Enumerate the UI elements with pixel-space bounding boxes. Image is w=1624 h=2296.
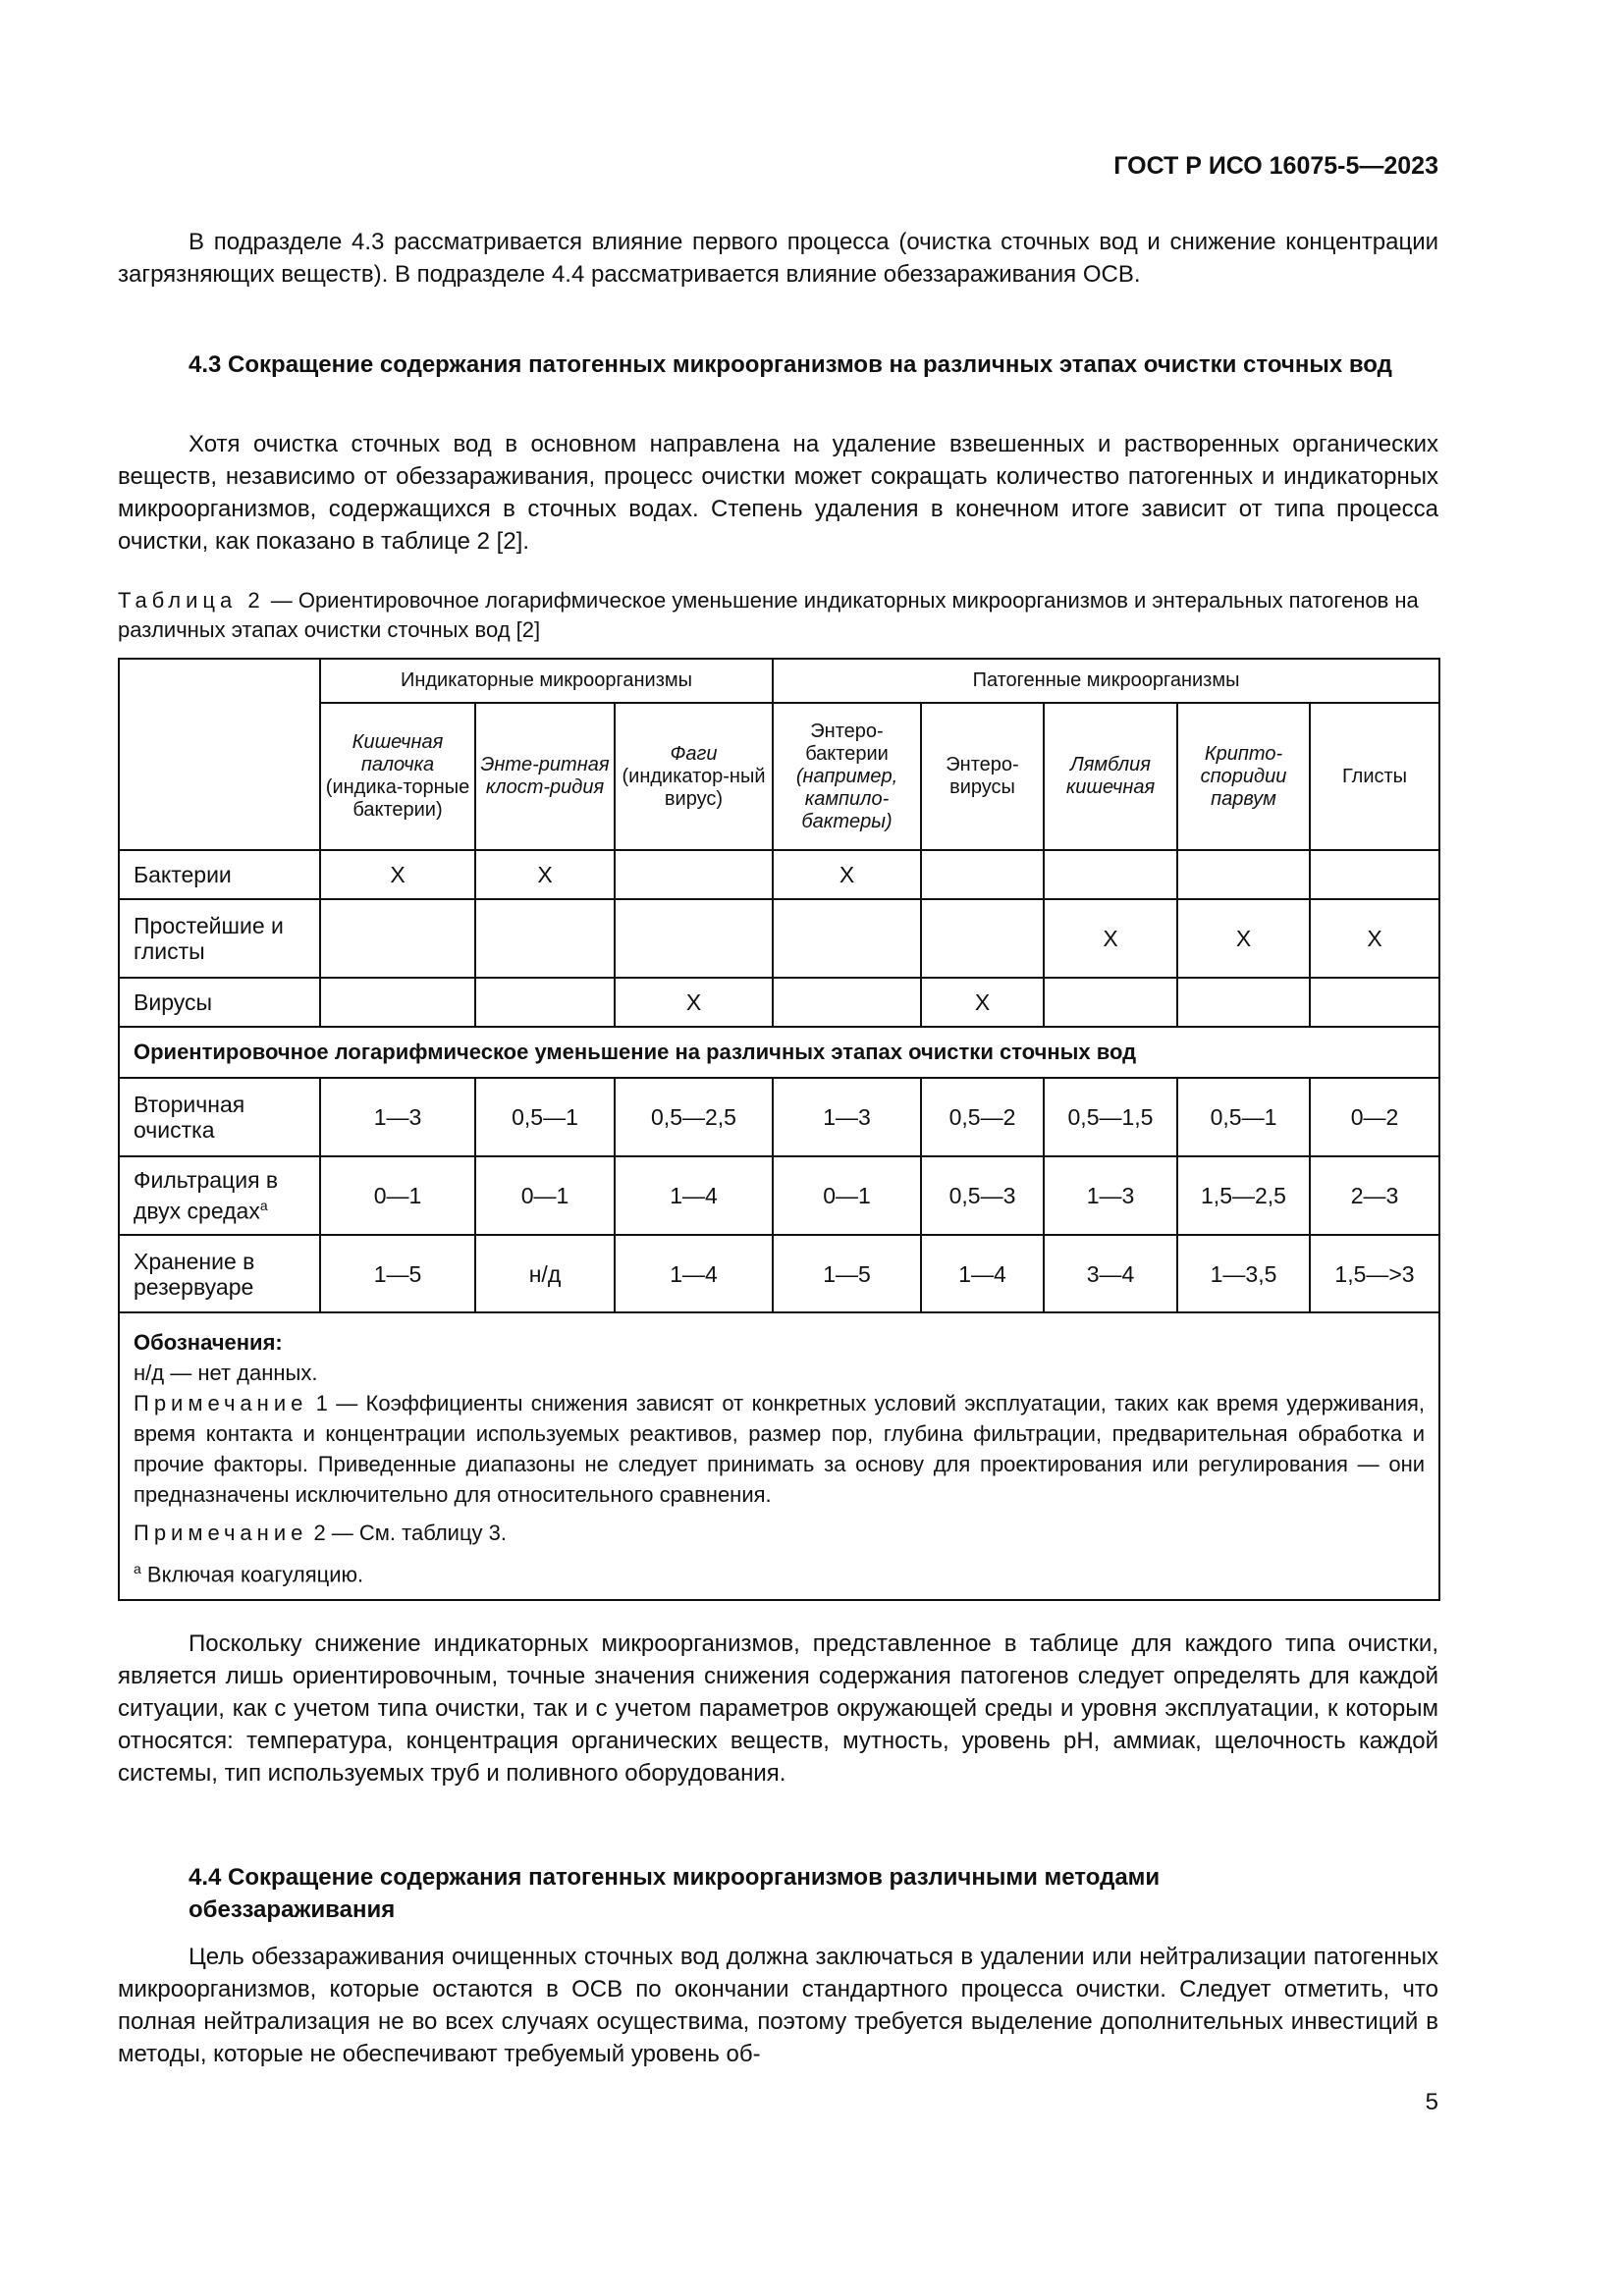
table-cell: 0,5—2,5 bbox=[615, 1078, 773, 1156]
section-row: Ориентировочное логарифмическое уменьшение на различных этапах очистки сточных вод bbox=[119, 1027, 1439, 1078]
table-cell: X bbox=[773, 850, 921, 899]
table-row bbox=[119, 1078, 1439, 1156]
table-cell bbox=[475, 978, 615, 1027]
footnote: $^а$ Включая коагуляцию. bbox=[134, 1561, 364, 1587]
table-cell bbox=[1044, 978, 1177, 1027]
row-label: Вирусы bbox=[119, 978, 320, 1027]
table-cell: 1—4 bbox=[615, 1156, 773, 1235]
notes-title: Обозначения: bbox=[134, 1330, 283, 1355]
table-cell: 1—3 bbox=[320, 1078, 475, 1156]
table-cell: 0,5—1 bbox=[475, 1078, 615, 1156]
table-cell bbox=[320, 978, 475, 1027]
table-cell: X bbox=[1310, 899, 1439, 978]
table-cell: 0—1 bbox=[475, 1156, 615, 1235]
table-cell bbox=[921, 899, 1044, 978]
table-cell bbox=[773, 899, 921, 978]
table-cell bbox=[1044, 850, 1177, 899]
document-header: ГОСТ Р ИСО 16075-5—2023 bbox=[1113, 152, 1438, 180]
row-label: Бактерии bbox=[119, 850, 320, 899]
section-4-4-text: Цель обеззараживания очищенных сточных вод должна заключаться в удалении или нейтрализации патогенных микроорганизмов, которые остаются в ОСВ по окончании стандартного процесса очистки. Следует отметить, что полная нейтрализация не во всех случаях осуществима, поэтому требуется выделение дополнительных инвестиций в методы, которые не обеспечивают требуемый уровень об- bbox=[118, 1944, 1438, 2067]
table-cell: 1,5—>3 bbox=[1310, 1235, 1439, 1312]
table-cell bbox=[773, 978, 921, 1027]
col-header: Энтеро-бактерии (например, кампило-бактеры) bbox=[773, 703, 921, 850]
table-cell bbox=[475, 899, 615, 978]
section-4-4-title: 4.4 Сокращение содержания патогенных микроорганизмов различными методами обеззараживания bbox=[189, 1864, 1161, 1923]
table-cell: 3—4 bbox=[1044, 1235, 1177, 1312]
table-cell: 0,5—1,5 bbox=[1044, 1078, 1177, 1156]
table-cell: 1—5 bbox=[320, 1235, 475, 1312]
table-cell bbox=[1177, 850, 1310, 899]
table-cell: X bbox=[921, 978, 1044, 1027]
table-row bbox=[119, 1235, 1439, 1312]
note-1: Примечание 1 — Коэффициенты снижения зависят от конкретных условий эксплуатации, таких как время удерживания, время контакта и концентрации используемых реактивов, размер пор, глубина фильтрации, предварительная обработка и прочие факторы. Приведенные диапазоны не следует принимать за основу для проектирования или регулирования — они предназначены исключительно для относительного сравнения. bbox=[134, 1391, 1426, 1507]
group-header-indicator: Индикаторные микроорганизмы bbox=[320, 659, 773, 703]
after-table-paragraph: Поскольку снижение индикаторных микроорганизмов, представленное в таблице для каждого типа очистки, является лишь ориентировочным, точные значения снижения содержания патогенов следует определять для каждой ситуации, как с учетом типа очистки, так и с учетом параметров окружающей среды и уровня эксплуатации, к которым относятся: температура, концентрация органических веществ, мутность, уровень pH, аммиак, щелочность каждой системы, тип используемых труб и поливного оборудования. bbox=[118, 1630, 1438, 1787]
abbreviation: н/д — нет данных. bbox=[134, 1361, 318, 1385]
col-header: Энте-ритная клост-ридия bbox=[475, 703, 615, 850]
table-notes bbox=[119, 1312, 1439, 1600]
table-cell: 1—3,5 bbox=[1177, 1235, 1310, 1312]
table-cell: 0—2 bbox=[1310, 1078, 1439, 1156]
table-cell bbox=[1310, 978, 1439, 1027]
table-cell bbox=[615, 850, 773, 899]
table-cell: 1—3 bbox=[773, 1078, 921, 1156]
col-header: Кишечная палочка (индика-торные бактерии) bbox=[320, 703, 475, 850]
row-label: Вторичная очистка bbox=[119, 1078, 320, 1156]
table-cell bbox=[615, 899, 773, 978]
intro-paragraph: В подразделе 4.3 рассматривается влияние первого процесса (очистка сточных вод и снижение концентрации загрязняющих веществ). В подразделе 4.4 рассматривается влияние обеззараживания ОСВ. bbox=[118, 229, 1438, 288]
table-row bbox=[119, 850, 1439, 899]
table-cell: X bbox=[475, 850, 615, 899]
table-cell: 1—4 bbox=[921, 1235, 1044, 1312]
row-label: Простейшие и глисты bbox=[119, 899, 320, 978]
table-cell: 0—1 bbox=[773, 1156, 921, 1235]
table-cell: 1—4 bbox=[615, 1235, 773, 1312]
table-row bbox=[119, 978, 1439, 1027]
table-cell: 0—1 bbox=[320, 1156, 475, 1235]
note-2: Примечание 2 — См. таблицу 3. bbox=[134, 1521, 508, 1545]
group-header-pathogen: Патогенные микроорганизмы bbox=[773, 659, 1439, 703]
table-caption-text: — Ориентировочное логарифмическое уменьшение индикаторных микроорганизмов и энтеральных патогенов на различных этапах очистки сточных вод [2] bbox=[118, 588, 1419, 642]
table-caption bbox=[118, 586, 1438, 645]
table-cell bbox=[1177, 978, 1310, 1027]
table-cell bbox=[921, 850, 1044, 899]
page-number: 5 bbox=[1425, 2089, 1438, 2115]
col-header: Лямблия кишечная bbox=[1044, 703, 1177, 850]
table-cell bbox=[320, 899, 475, 978]
table-cell: н/д bbox=[475, 1235, 615, 1312]
table-cell bbox=[1310, 850, 1439, 899]
row-label: Хранение в резервуаре bbox=[119, 1235, 320, 1312]
col-header: Энтеро-вирусы bbox=[921, 703, 1044, 850]
section-4-3-text: Хотя очистка сточных вод в основном направлена на удаление взвешенных и растворенных органических веществ, независимо от обеззараживания, процесс очистки может сокращать количество патогенных и индикаторных микроорганизмов, содержащихся в сточных водах. Степень удаления в конечном итоге зависит от типа процесса очистки, как показано в таблице 2 [2]. bbox=[118, 431, 1438, 555]
section-4-3-title: 4.3 Сокращение содержания патогенных микроорганизмов на различных этапах очистки сточных вод bbox=[189, 351, 1392, 378]
table-cell: X bbox=[1177, 899, 1310, 978]
table-cell: 0,5—1 bbox=[1177, 1078, 1310, 1156]
corner-cell bbox=[119, 659, 320, 850]
table-cell: 1—3 bbox=[1044, 1156, 1177, 1235]
table-2 bbox=[118, 658, 1440, 1601]
table-cell: 2—3 bbox=[1310, 1156, 1439, 1235]
table-cell: X bbox=[320, 850, 475, 899]
table-cell: 0,5—2 bbox=[921, 1078, 1044, 1156]
table-cell: 1,5—2,5 bbox=[1177, 1156, 1310, 1235]
table-cell: 0,5—3 bbox=[921, 1156, 1044, 1235]
col-header: Крипто-споридии парвум bbox=[1177, 703, 1310, 850]
table-cell: X bbox=[615, 978, 773, 1027]
table-row bbox=[119, 899, 1439, 978]
row-label: Фильтрация в двух средах$^а$ bbox=[119, 1156, 320, 1235]
table-cell: X bbox=[1044, 899, 1177, 978]
col-header: Фаги (индикатор-ный вирус) bbox=[615, 703, 773, 850]
table-row bbox=[119, 1156, 1439, 1235]
col-header: Глисты bbox=[1310, 703, 1439, 850]
table-caption-label: Таблица 2 bbox=[118, 588, 265, 613]
table-cell: 1—5 bbox=[773, 1235, 921, 1312]
